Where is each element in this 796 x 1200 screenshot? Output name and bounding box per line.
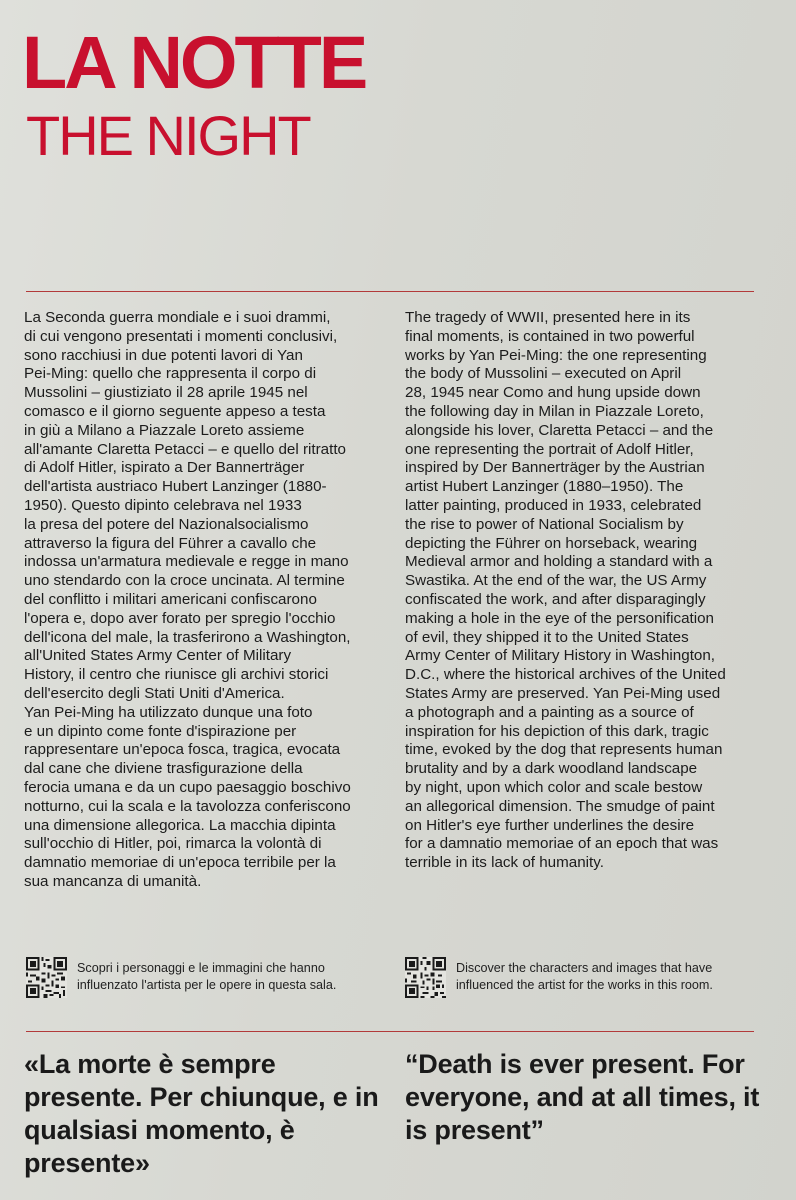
body-line: depicting the Führer on horseback, wearing	[405, 534, 698, 552]
title-english: THE NIGHT	[26, 104, 310, 167]
body-line: a photograph and a painting as a source of	[405, 703, 694, 721]
qr-block-english	[405, 957, 756, 998]
body-line: the rise to power of National Socialism by	[405, 515, 684, 533]
body-line: 28, 1945 near Como and hung upside down	[405, 384, 701, 402]
body-line: inspiration for his depiction of this dark, tragic	[405, 722, 709, 740]
body-line: la presa del potere del Nazionalsocialismo	[24, 515, 309, 533]
divider-bottom	[26, 1031, 754, 1032]
body-line: rappresentare un'epoca fosca, tragica, evocata	[24, 741, 341, 759]
body-line: Medieval armor and holding a standard with a	[405, 553, 713, 571]
body-line: dell'artista austriaco Hubert Lanzinger (1880-	[24, 478, 327, 496]
body-line: damnatio memoriae di un'epoca terribile per la	[24, 854, 336, 872]
body-line: indossa un'armatura medievale e regge in mano	[24, 553, 349, 571]
body-line: Army Center of Military History in Washington,	[405, 647, 716, 665]
body-line: sull'occhio di Hitler, poi, rimarca la volontà di	[24, 835, 322, 853]
body-line: l'opera e, dopo aver forato per spregio l'occhio	[24, 609, 336, 627]
body-line: for a damnatio memoriae of an epoch that was	[405, 835, 719, 853]
body-line: sua mancanza di umanità.	[24, 872, 202, 890]
body-line: 1950). Questo dipinto celebrava nel 1933	[24, 496, 302, 514]
body-line: artist Hubert Lanzinger (1880–1950). The	[405, 478, 684, 496]
quote-english: “Death is ever present. For everyone, and at all times, it is present”	[405, 1049, 760, 1145]
body-line: uno stendardo con la croce uncinata. Al termine	[24, 572, 345, 590]
body-line: Mussolini – giustiziato il 28 aprile 1945 nel	[24, 384, 308, 402]
body-line: alongside his lover, Claretta Petacci – and the	[405, 421, 714, 439]
body-line: D.C., where the historical archives of the United	[405, 666, 726, 684]
quote-italian: «La morte è sempre presente. Per chiunque, e in qualsiasi momento, è presente»	[24, 1049, 379, 1178]
body-line: brutality and by a dark woodland landscape	[405, 760, 698, 778]
body-line: di Adolf Hitler, ispirato a Der Bannerträger	[24, 459, 305, 477]
body-line: una dimensione allegorica. La macchia dipinta	[24, 816, 336, 834]
body-line: all'amante Claretta Petacci – e quello del ritratto	[24, 440, 347, 458]
body-line: of evil, they shipped it to the United States	[405, 628, 689, 646]
body-line: by night, upon which color and scale bestow	[405, 778, 703, 796]
body-line: del conflitto i militari americani confiscarono	[24, 590, 317, 608]
body-line: one representing the portrait of Adolf Hitler,	[405, 440, 694, 458]
body-text-english	[405, 309, 761, 873]
body-line: notturno, cui la scala e la tavolozza conferiscono	[24, 797, 351, 815]
body-line: works by Yan Pei-Ming: the one representing	[405, 346, 707, 364]
body-line: ferocia umana e da un cupo paesaggio boschivo	[24, 778, 351, 796]
body-line: sono racchiusi in due potenti lavori di Yan	[24, 346, 303, 364]
body-line: comasco e il giorno seguente appeso a testa	[24, 402, 326, 420]
body-line: the body of Mussolini – executed on April	[405, 365, 682, 383]
body-line: the following day in Milan in Piazzale Loreto,	[405, 402, 704, 420]
body-line: Yan Pei-Ming ha utilizzato dunque una foto	[24, 703, 313, 721]
body-line: in giù a Milano a Piazzale Loreto assieme	[24, 421, 305, 439]
qr-block-italian	[26, 957, 377, 998]
body-line: Swastika. At the end of the war, the US Army	[405, 572, 707, 590]
body-line: all'United States Army Center of Military	[24, 647, 292, 665]
qr-code-icon[interactable]	[405, 957, 446, 998]
body-line: Pei-Ming: quello che rappresenta il corpo di	[24, 365, 317, 383]
body-line: States Army are preserved. Yan Pei-Ming used	[405, 684, 721, 702]
body-line: inspired by Der Bannerträger by the Austrian	[405, 459, 705, 477]
body-line: di cui vengono presentati i momenti conclusivi,	[24, 327, 338, 345]
body-line: e un dipinto come fonte d'ispirazione per	[24, 722, 297, 740]
body-line: The tragedy of WWII, presented here in its	[405, 309, 691, 326]
body-line: terrible in its lack of humanity.	[405, 854, 604, 872]
body-line: La Seconda guerra mondiale e i suoi drammi,	[24, 309, 331, 326]
body-text-italian	[24, 309, 384, 892]
qr-code-icon[interactable]	[26, 957, 67, 998]
body-line: making a hole in the eye of the personification	[405, 609, 715, 627]
body-line: time, evoked by the dog that represents human	[405, 741, 723, 759]
qr-caption-italian: Scopri i personaggi e le immagini che hanno influenzato l'artista per le opere in questa sala.	[77, 961, 337, 992]
body-line: attraverso la figura del Führer a cavallo che	[24, 534, 317, 552]
body-line: dell'esercito degli Stati Uniti d'America.	[24, 684, 285, 702]
title-italian: LA NOTTE	[22, 21, 366, 104]
body-line: dal cane che diviene trasfigurazione della	[24, 760, 303, 778]
body-line: latter painting, produced in 1933, celebrated	[405, 496, 702, 514]
qr-caption-english: Discover the characters and images that have influenced the artist for the works in this room.	[456, 961, 713, 992]
body-line: dell'icona del male, la trasferirono a Washington,	[24, 628, 351, 646]
body-line: an allegorical dimension. The smudge of paint	[405, 797, 715, 815]
body-line: final moments, is contained in two powerful	[405, 327, 695, 345]
body-line: History, il centro che riunisce gli archivi storici	[24, 666, 329, 684]
divider-top	[26, 291, 754, 292]
body-line: on Hitler's eye further underlines the desire	[405, 816, 695, 834]
body-line: confiscated the work, and after disparagingly	[405, 590, 706, 608]
